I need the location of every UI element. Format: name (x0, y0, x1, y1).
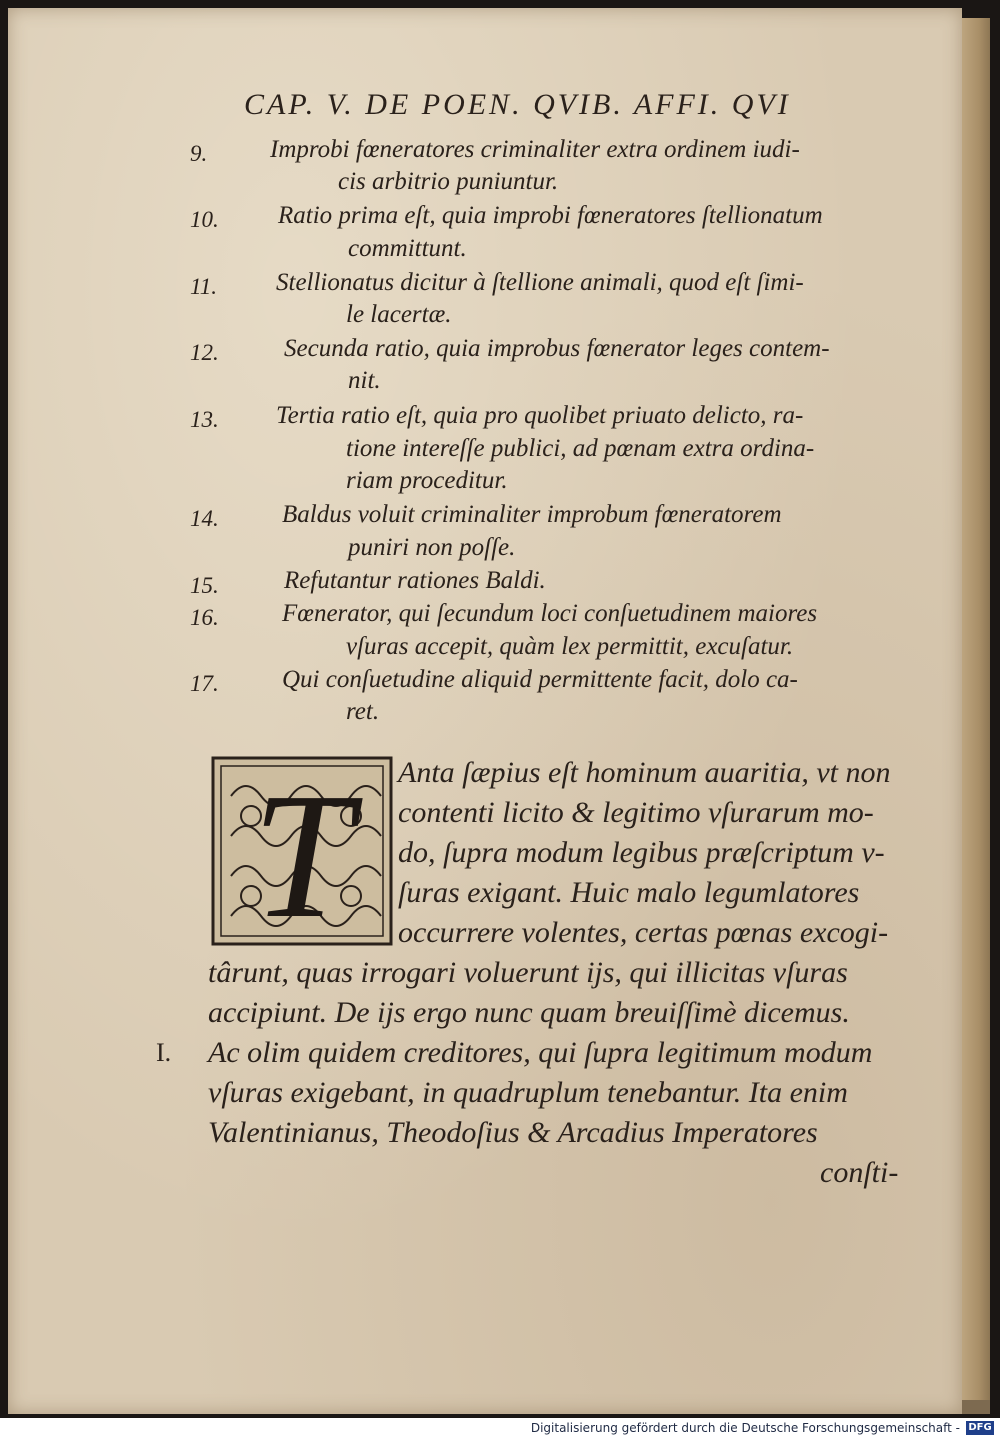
summary-line: Refutantur rationes Baldi. (284, 567, 546, 594)
decorative-initial-t (211, 756, 393, 946)
summary-line: vſuras accepit, quàm lex permittit, excuſatur. (346, 633, 794, 660)
summary-line: puniri non poſſe. (348, 534, 516, 561)
body-line: do, ſupra modum legibus præſcriptum v- (398, 836, 885, 869)
svg-text:T: T (251, 756, 353, 946)
summary-line: cis arbitrio puniuntur. (338, 168, 559, 195)
summary-line: tione intereſſe publici, ad pœnam extra ordina- (346, 435, 815, 462)
body-line: Ac olim quidem creditores, qui ſupra legitimum modum (208, 1036, 873, 1069)
body-line: contenti licito & legitimo vſurarum mo- (398, 796, 874, 829)
footer-bar (0, 1418, 1000, 1439)
body-line: târunt, quas irrogari voluerunt ijs, qui illicitas vſuras (208, 956, 848, 989)
summary-number: 16. (190, 605, 219, 630)
catchword: conſti- (820, 1156, 899, 1189)
summary-line: Tertia ratio eſt, quia pro quolibet priuato delicto, ra- (276, 402, 804, 429)
dfg-logo: DFG (966, 1421, 994, 1435)
body-line: ſuras exigant. Huic malo legumlatores (398, 876, 860, 909)
summary-number: 14. (190, 506, 219, 531)
funding-note: Digitalisierung gefördert durch die Deutsche Forschungsgemeinschaft - (530, 1421, 960, 1435)
book-page (8, 8, 962, 1414)
running-head: CAP. V. DE POEN. QVIB. AFFI. QVI (244, 88, 791, 121)
summary-number: 11. (190, 274, 218, 299)
summary-line: Qui conſuetudine aliquid permittente facit, dolo ca- (282, 666, 798, 693)
summary-line: Stellionatus dicitur à ſtellione animali, quod eſt ſimi- (276, 269, 804, 296)
summary-line: Secunda ratio, quia improbus fœnerator leges contem- (284, 335, 830, 362)
body-line: Anta ſæpius eſt hominum auaritia, vt non (398, 756, 891, 789)
body-line: accipiunt. De ijs ergo nunc quam breuiſſimè dicemus. (208, 996, 850, 1029)
summary-number: 17. (190, 671, 219, 696)
summary-number: 9. (190, 141, 208, 166)
summary-line: nit. (348, 367, 381, 394)
body-line: vſuras exigebant, in quadruplum tenebantur. Ita enim (208, 1076, 848, 1109)
summary-line: Baldus voluit criminaliter improbum fœneratorem (282, 501, 782, 528)
body-line: Valentinianus, Theodoſius & Arcadius Imperatores (208, 1116, 818, 1149)
summary-number: 13. (190, 407, 219, 432)
summary-number: 10. (190, 207, 219, 232)
summary-line: Fœnerator, qui ſecundum loci conſuetudinem maiores (282, 600, 818, 627)
summary-number: 15. (190, 573, 219, 598)
summary-line: le lacertæ. (346, 301, 452, 328)
summary-number: 12. (190, 340, 219, 365)
book-edge (962, 18, 990, 1414)
summary-line: committunt. (348, 235, 467, 262)
summary-line: riam proceditur. (346, 467, 508, 494)
margin-number: I. (156, 1038, 172, 1067)
summary-line: ret. (346, 698, 380, 725)
summary-line: Improbi fœneratores criminaliter extra ordinem iudi- (270, 136, 800, 163)
summary-line: Ratio prima eſt, quia improbi fœneratores ſtellionatum (278, 202, 823, 229)
body-line: occurrere volentes, certas pœnas excogi- (398, 916, 889, 949)
